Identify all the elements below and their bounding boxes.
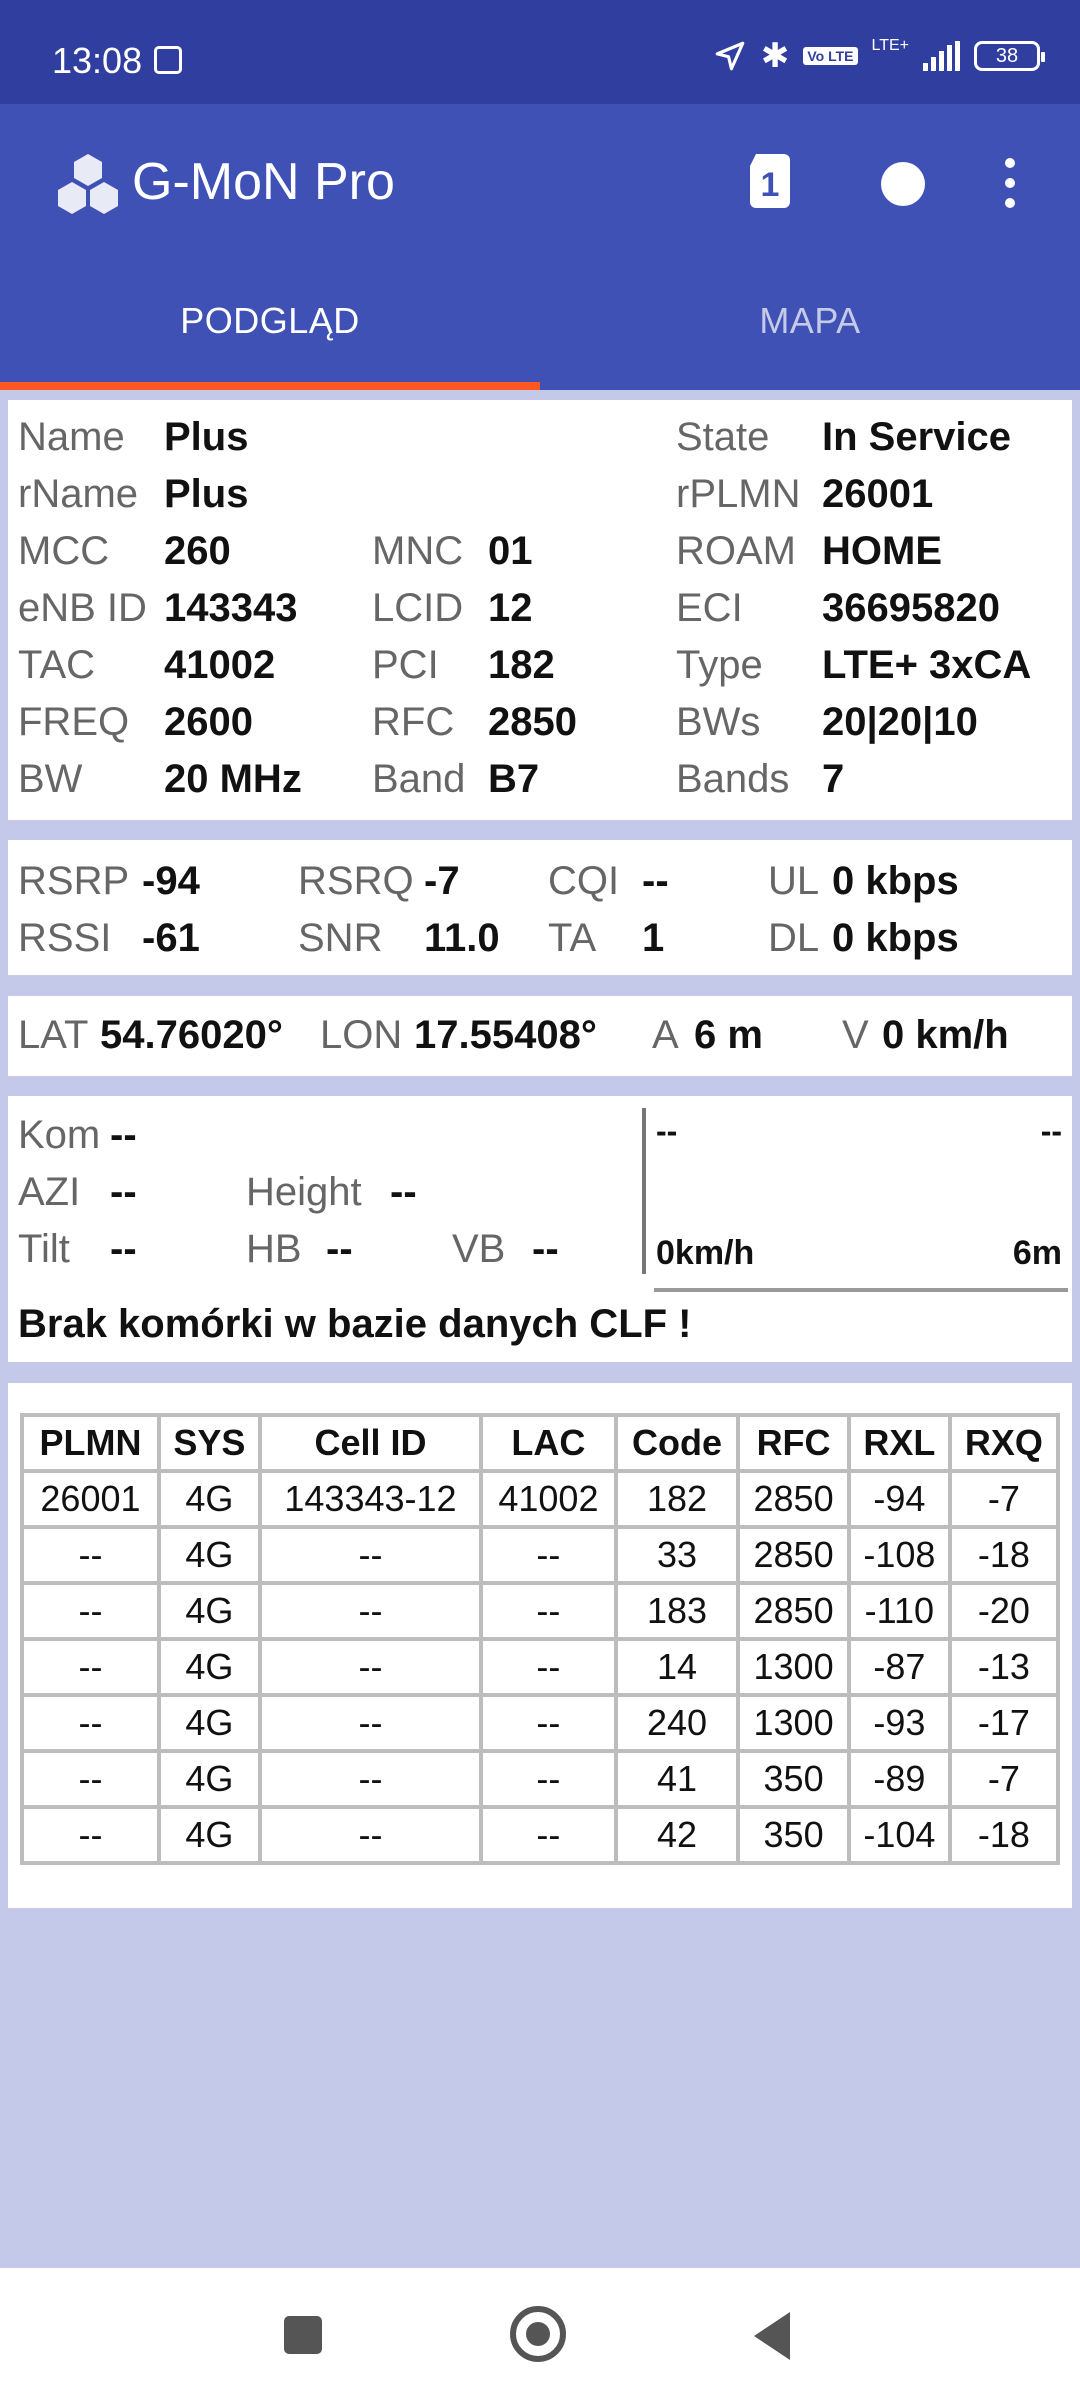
rplmn-value: 26001 <box>822 472 934 516</box>
cell-cell-id: -- <box>260 1583 481 1639</box>
col-cell-id: Cell ID <box>260 1415 481 1471</box>
status-time: 13:08 <box>52 40 143 81</box>
compass-top-right: -- <box>1040 1113 1062 1149</box>
cell-rxl: -94 <box>849 1471 950 1527</box>
azi-label: AZI <box>18 1170 81 1214</box>
cell-plmn: -- <box>22 1807 159 1863</box>
col-rfc: RFC <box>738 1415 849 1471</box>
ta-label: TA <box>548 916 597 960</box>
rsrq-label: RSRQ <box>298 859 414 903</box>
cell-cell-id: -- <box>260 1807 481 1863</box>
col-plmn: PLMN <box>22 1415 159 1471</box>
compass-top-left: -- <box>656 1113 678 1149</box>
table-row <box>22 1527 1058 1583</box>
cell-rxl: -104 <box>849 1807 950 1863</box>
hexagon-cluster-icon <box>52 150 124 222</box>
battery-icon <box>974 41 1040 71</box>
state-label: State <box>676 415 770 459</box>
rfc-label: RFC <box>372 700 455 744</box>
neighbors-table <box>20 1413 1060 1865</box>
cell-rfc: 350 <box>738 1751 849 1807</box>
cell-rfc: 350 <box>738 1807 849 1863</box>
enb-label: eNB ID <box>18 586 147 630</box>
cell-code: 240 <box>616 1695 739 1751</box>
height-label: Height <box>246 1170 362 1214</box>
table-row <box>22 1695 1058 1751</box>
cell-code: 14 <box>616 1639 739 1695</box>
freq-value: 2600 <box>164 700 253 744</box>
type-label: Type <box>676 643 763 687</box>
cell-rfc: 2850 <box>738 1471 849 1527</box>
rname-value: Plus <box>164 472 249 516</box>
height-value: -- <box>390 1170 417 1214</box>
eci-label: ECI <box>676 586 743 630</box>
cell-sys: 4G <box>159 1471 260 1527</box>
v-value: 0 km/h <box>882 1013 1009 1057</box>
rssi-label: RSSI <box>18 916 112 960</box>
table-row <box>22 1583 1058 1639</box>
mnc-value: 01 <box>488 529 533 573</box>
cell-plmn: -- <box>22 1639 159 1695</box>
lcid-label: LCID <box>372 586 464 630</box>
cell-rxq: -17 <box>950 1695 1058 1751</box>
snr-value: 11.0 <box>424 916 500 960</box>
app-bar <box>0 104 1080 390</box>
pci-label: PCI <box>372 643 439 687</box>
vb-label: VB <box>452 1227 506 1271</box>
tac-label: TAC <box>18 643 96 687</box>
cell-lac: -- <box>481 1751 616 1807</box>
cell-plmn: -- <box>22 1695 159 1751</box>
bws-value: 20|20|10 <box>822 700 978 744</box>
tilt-value: -- <box>110 1227 137 1271</box>
cell-rxq: -13 <box>950 1639 1058 1695</box>
bws-label: BWs <box>676 700 761 744</box>
cell-lac: -- <box>481 1807 616 1863</box>
rname-label: rName <box>18 472 139 516</box>
cell-rfc: 1300 <box>738 1639 849 1695</box>
home-icon[interactable] <box>510 2306 566 2362</box>
rfc-value: 2850 <box>488 700 577 744</box>
cell-rxl: -110 <box>849 1583 950 1639</box>
cell-cell-id: -- <box>260 1695 481 1751</box>
vb-value: -- <box>532 1227 559 1271</box>
ta-value: 1 <box>642 916 665 960</box>
lon-value: 17.55408° <box>414 1013 597 1057</box>
cell-sys: 4G <box>159 1751 260 1807</box>
cell-cell-id: 143343-12 <box>260 1471 481 1527</box>
bluetooth-icon: ✱ <box>760 37 790 75</box>
cell-code: 42 <box>616 1807 739 1863</box>
cell-rxq: -20 <box>950 1583 1058 1639</box>
col-code: Code <box>616 1415 739 1471</box>
cell-plmn: 26001 <box>22 1471 159 1527</box>
rsrq-value: -7 <box>424 859 460 903</box>
mcc-value: 260 <box>164 529 231 573</box>
cell-cell-id: -- <box>260 1527 481 1583</box>
cell-rfc: 2850 <box>738 1583 849 1639</box>
status-bar <box>0 0 1080 104</box>
dl-label: DL <box>768 916 820 960</box>
cell-rxq: -7 <box>950 1751 1058 1807</box>
ul-label: UL <box>768 859 820 903</box>
mcc-label: MCC <box>18 529 110 573</box>
roam-value: HOME <box>822 529 942 573</box>
hb-label: HB <box>246 1227 302 1271</box>
cell-sys: 4G <box>159 1527 260 1583</box>
neighbors-card <box>8 1383 1072 1908</box>
cell-rxq: -7 <box>950 1471 1058 1527</box>
rsrp-value: -94 <box>142 859 200 903</box>
cell-sys: 4G <box>159 1639 260 1695</box>
cell-plmn: -- <box>22 1527 159 1583</box>
kom-label: Kom <box>18 1113 101 1157</box>
azi-value: -- <box>110 1170 137 1214</box>
cell-cell-id: -- <box>260 1751 481 1807</box>
bands-label: Bands <box>676 757 790 801</box>
cell-code: 183 <box>616 1583 739 1639</box>
cell-sys: 4G <box>159 1807 260 1863</box>
bw-label: BW <box>18 757 83 801</box>
site-card <box>8 1096 1072 1362</box>
location-card <box>8 996 1072 1076</box>
cell-lac: -- <box>481 1583 616 1639</box>
ul-value: 0 kbps <box>832 859 959 903</box>
lat-value: 54.76020° <box>100 1013 283 1057</box>
rplmn-label: rPLMN <box>676 472 801 516</box>
status-icons <box>713 36 1040 76</box>
lon-label: LON <box>320 1013 403 1057</box>
sim-card-icon[interactable] <box>746 152 794 210</box>
cqi-value: -- <box>642 859 669 903</box>
cell-sys: 4G <box>159 1695 260 1751</box>
back-icon[interactable] <box>754 2312 790 2360</box>
cell-plmn: -- <box>22 1583 159 1639</box>
cell-rfc: 2850 <box>738 1527 849 1583</box>
table-header-row <box>22 1415 1058 1471</box>
tac-value: 41002 <box>164 643 276 687</box>
cell-rfc: 1300 <box>738 1695 849 1751</box>
sim-number: 1 <box>760 166 780 204</box>
signal-card <box>8 840 1072 975</box>
a-value: 6 m <box>694 1013 763 1057</box>
cell-code: 41 <box>616 1751 739 1807</box>
system-nav-bar <box>0 2268 1080 2400</box>
col-sys: SYS <box>159 1415 260 1471</box>
tilt-label: Tilt <box>18 1227 70 1271</box>
snr-label: SNR <box>298 916 383 960</box>
cell-lac: -- <box>481 1527 616 1583</box>
table-row <box>22 1807 1058 1863</box>
name-value: Plus <box>164 415 249 459</box>
tab-mapa[interactable]: MAPA <box>759 300 861 341</box>
v-label: V <box>842 1013 869 1057</box>
table-row <box>22 1639 1058 1695</box>
volte-badge: Vo LTE <box>803 47 857 65</box>
cell-code: 182 <box>616 1471 739 1527</box>
cell-rxl: -93 <box>849 1695 950 1751</box>
cell-lac: 41002 <box>481 1471 616 1527</box>
cell-lac: -- <box>481 1639 616 1695</box>
cell-rxl: -87 <box>849 1639 950 1695</box>
tab-indicator <box>0 382 540 390</box>
cell-sys: 4G <box>159 1583 260 1639</box>
a-label: A <box>652 1013 679 1057</box>
dl-value: 0 kbps <box>832 916 959 960</box>
bw-value: 20 MHz <box>164 757 302 801</box>
enb-value: 143343 <box>164 586 298 630</box>
network-type: LTE+ <box>871 37 909 54</box>
eci-value: 36695820 <box>822 586 1000 630</box>
speed-value: 0km/h <box>656 1234 755 1272</box>
clf-warning: Brak komórki w bazie danych CLF ! <box>18 1302 692 1346</box>
vpn-icon <box>154 46 182 74</box>
col-rxl: RXL <box>849 1415 950 1471</box>
col-lac: LAC <box>481 1415 616 1471</box>
lat-label: LAT <box>18 1013 89 1057</box>
rssi-value: -61 <box>142 916 200 960</box>
cell-rxq: -18 <box>950 1527 1058 1583</box>
rsrp-label: RSRP <box>18 859 130 903</box>
table-row <box>22 1751 1058 1807</box>
table-row <box>22 1471 1058 1527</box>
lcid-value: 12 <box>488 586 533 630</box>
recents-icon[interactable] <box>284 2316 322 2354</box>
cell-lac: -- <box>481 1695 616 1751</box>
band-label: Band <box>372 757 466 801</box>
cell-plmn: -- <box>22 1751 159 1807</box>
location-arrow-icon <box>713 39 747 73</box>
more-vert-icon[interactable] <box>1004 158 1016 208</box>
serving-cell-card <box>8 400 1072 820</box>
bands-value: 7 <box>822 757 845 801</box>
cqi-label: CQI <box>548 859 620 903</box>
site-progress-line <box>654 1288 1068 1292</box>
col-rxq: RXQ <box>950 1415 1058 1471</box>
cell-rxq: -18 <box>950 1807 1058 1863</box>
app-title: G-MoN Pro <box>132 153 395 211</box>
pci-value: 182 <box>488 643 555 687</box>
name-label: Name <box>18 415 125 459</box>
tab-podglad[interactable]: PODGLĄD <box>180 300 360 341</box>
band-value: B7 <box>488 757 540 801</box>
cell-cell-id: -- <box>260 1639 481 1695</box>
cell-rxl: -89 <box>849 1751 950 1807</box>
mnc-label: MNC <box>372 529 464 573</box>
roam-label: ROAM <box>676 529 796 573</box>
site-divider <box>642 1108 646 1274</box>
cell-rxl: -108 <box>849 1527 950 1583</box>
type-value: LTE+ 3xCA <box>822 643 1032 687</box>
hb-value: -- <box>326 1227 353 1271</box>
signal-strength-icon <box>923 41 960 71</box>
battery-level: 38 <box>995 44 1019 67</box>
kom-value: -- <box>110 1113 137 1157</box>
record-circle-icon[interactable] <box>881 162 925 206</box>
distance-value: 6m <box>1012 1234 1062 1272</box>
cell-code: 33 <box>616 1527 739 1583</box>
freq-label: FREQ <box>18 700 130 744</box>
state-value: In Service <box>822 415 1012 459</box>
